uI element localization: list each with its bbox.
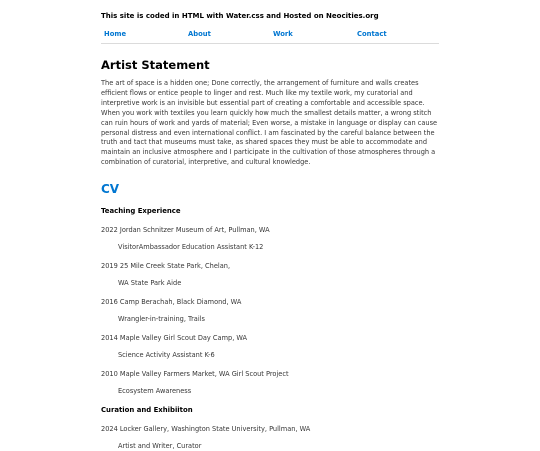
cv-entry-role: Science Activity Assistant K-6: [118, 351, 215, 360]
cv-entry: [101, 261, 439, 288]
artist-statement-heading: Artist Statement: [101, 58, 210, 72]
cv-entry-role: Artist and Writer, Curator: [118, 442, 202, 451]
nav-about-link[interactable]: About: [188, 30, 211, 38]
nav-contact-link[interactable]: Contact: [357, 30, 387, 38]
cv-entry-role: WA State Park Aide: [118, 279, 182, 288]
page-content: [101, 0, 439, 451]
teaching-experience-heading: Teaching Experience: [101, 207, 181, 216]
cv-heading: CV: [101, 182, 120, 197]
nav-work-link[interactable]: Work: [273, 30, 293, 38]
main-nav: [101, 25, 439, 44]
cv-entry-title: 2016 Camp Berachah, Black Diamond, WA: [101, 298, 242, 307]
cv-entry: [101, 225, 439, 252]
cv-entry: [101, 297, 439, 324]
cv-entry: [101, 369, 439, 396]
cv-entry-title: 2022 Jordan Schnitzer Museum of Art, Pullman, WA: [101, 226, 270, 235]
cv-entry-title: 2024 Locker Gallery, Washington State University, Pullman, WA: [101, 425, 311, 434]
cv-entry-title: 2019 25 Mile Creek State Park, Chelan,: [101, 262, 231, 271]
artist-statement-text: The art of space is a hidden one; Done correctly, the arrangement of furniture and walls creates efficient flows or entice people to linger and rest. Much like my textile work, my curatorial and interpretive work is an invisible but essential part of creating a comfortable and accessible space. When you work with textiles you learn quickly how much the smallest details matter, a wrong stitch can ruin hours of work and yards of material; Even worse, a mistake in language or display can cause personal distress and even international conflict. I am fascinated by the careful balance between the truth and tact that museums must take, as shared spaces they must be able to accommodate and maintain an inclusive atmosphere and I participate in the cultivation of those atmospheres through a combination of curatorial, interpretive, and cultural knowledge.: [101, 79, 438, 167]
cv-entry-title: 2010 Maple Valley Farmers Market, WA Girl Scout Project: [101, 370, 289, 379]
cv-entry-title: 2014 Maple Valley Girl Scout Day Camp, WA: [101, 334, 248, 343]
cv-entry-role: Wrangler-in-training, Trails: [118, 315, 205, 324]
curation-exhibition-heading: Curation and Exhibiiton: [101, 406, 193, 415]
site-banner: This site is coded in HTML with Water.css and Hosted on Neocities.org: [101, 12, 379, 20]
cv-entry-role: VisitorAmbassador Education Assistant K-12: [118, 243, 264, 252]
cv-entry-role: Ecosystem Awareness: [118, 387, 192, 396]
cv-entry: [101, 333, 439, 360]
cv-entry: [101, 424, 439, 451]
nav-home-link[interactable]: Home: [104, 30, 127, 38]
